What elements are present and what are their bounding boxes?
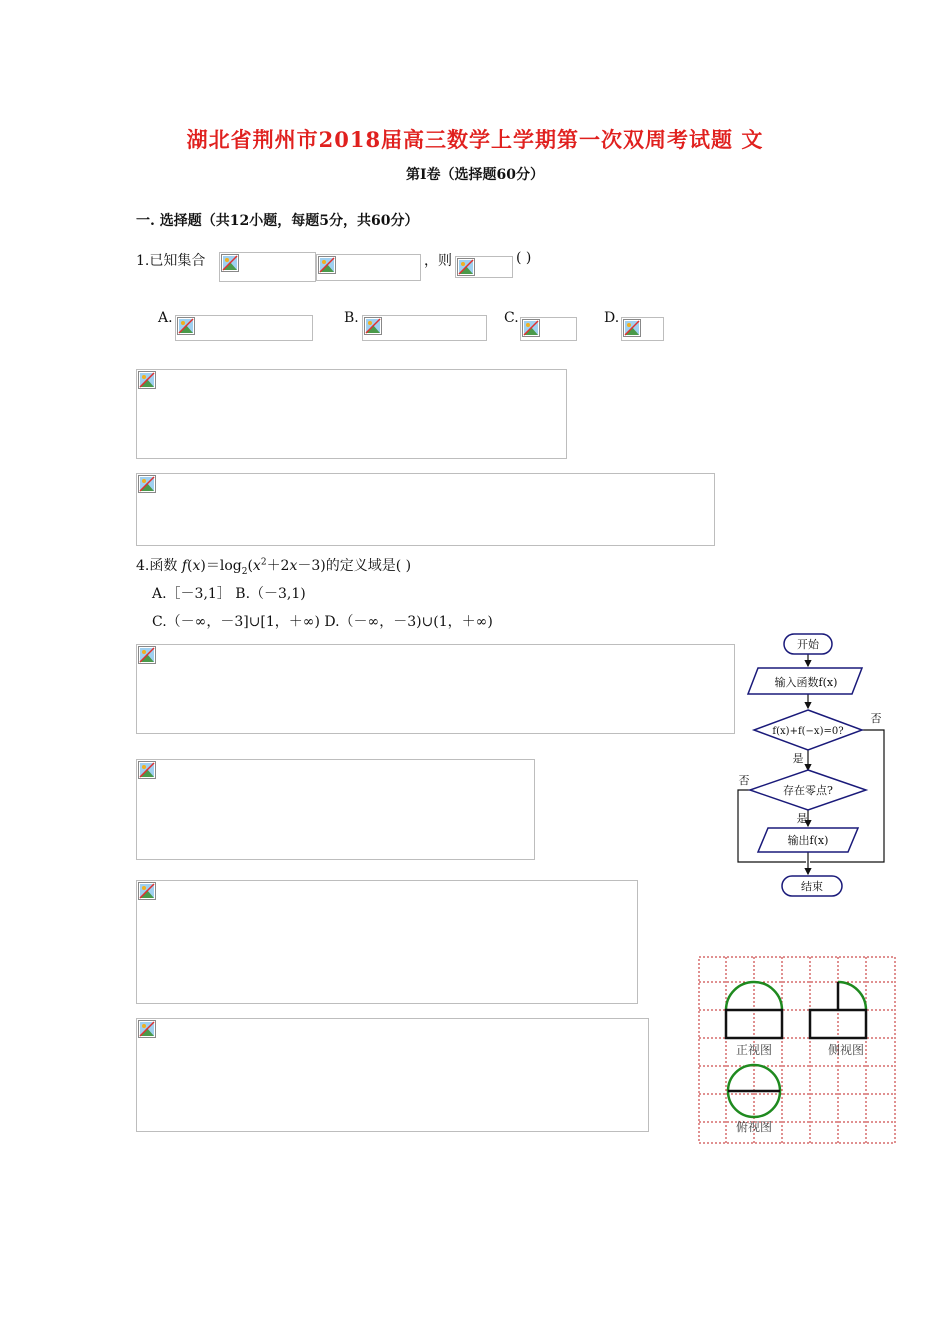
question-3-image <box>136 473 715 546</box>
q1-prefix: 1.已知集合 <box>136 253 206 269</box>
broken-image-icon <box>138 761 156 779</box>
broken-image-icon <box>138 1020 156 1038</box>
broken-image-icon <box>177 317 195 335</box>
question-5-image <box>136 644 735 734</box>
q1-option-d-image <box>621 317 664 341</box>
three-views-figure <box>698 956 896 1144</box>
page-title: 湖北省荆州市2018届高三数学上学期第一次双周考试题 文 <box>186 127 764 152</box>
q1-option-c-label: C. <box>504 310 519 326</box>
broken-image-icon <box>138 646 156 664</box>
flow-end-label: 结束 <box>801 880 823 893</box>
question-7-image <box>136 880 638 1004</box>
question-8-image <box>136 1018 649 1132</box>
broken-image-icon <box>457 258 475 276</box>
q1-option-c-image <box>520 317 577 341</box>
front-view-label: 正视图 <box>735 1043 773 1057</box>
flow-yes2-label: 是 <box>796 812 808 825</box>
broken-image-icon <box>221 254 239 272</box>
q1-expression-image <box>455 256 513 278</box>
flowchart <box>728 628 904 900</box>
flow-no2-label: 否 <box>738 774 750 787</box>
broken-image-icon <box>318 256 336 274</box>
flow-yes1-label: 是 <box>792 752 804 765</box>
flow-input-label: 输入函数f(x) <box>774 676 838 689</box>
broken-image-icon <box>138 882 156 900</box>
q1-answer-paren: ( ) <box>516 250 532 266</box>
broken-image-icon <box>623 319 641 337</box>
broken-image-icon <box>138 371 156 389</box>
q1-option-b-label: B. <box>344 310 359 326</box>
q1-set-b-image <box>316 254 421 281</box>
flow-output-label: 输出f(x) <box>787 834 829 847</box>
top-view-label: 俯视图 <box>735 1120 773 1134</box>
section-heading: 一. 选择题（共12小题，每题5分，共60分） <box>136 213 419 229</box>
side-view-arc <box>838 982 866 1010</box>
broken-image-icon <box>522 319 540 337</box>
q1-option-a-label: A. <box>158 310 173 326</box>
question-4-stem: 4.函数 $f(x)=\log_2(x^2+2x-3)$的定义域是( ) <box>136 557 412 577</box>
question-6-image <box>136 759 535 860</box>
flow-no1-label: 否 <box>870 712 882 725</box>
q1-then: ，则 <box>424 253 452 269</box>
question-4-options-cd: C.（－∞，－3]∪[1，＋∞) D.（－∞，－3)∪(1，＋∞) <box>152 614 493 630</box>
broken-image-icon <box>364 317 382 335</box>
flow-cond2-label: 存在零点? <box>783 784 833 797</box>
q1-option-b-image <box>362 315 487 341</box>
question-2-image <box>136 369 567 459</box>
broken-image-icon <box>138 475 156 493</box>
side-view-label: 侧视图 <box>827 1043 865 1057</box>
part-heading: 第I卷（选择题60分） <box>405 167 545 183</box>
q1-option-a-image <box>175 315 313 341</box>
q1-option-d-label: D. <box>604 310 620 326</box>
flow-start-label: 开始 <box>797 638 819 651</box>
flow-cond1-label: f(x)+f(−x)=0? <box>772 726 844 737</box>
q1-set-a-image <box>219 252 316 282</box>
question-4-options-ab: A.［－3,1］ B.（－3,1) <box>152 586 306 602</box>
